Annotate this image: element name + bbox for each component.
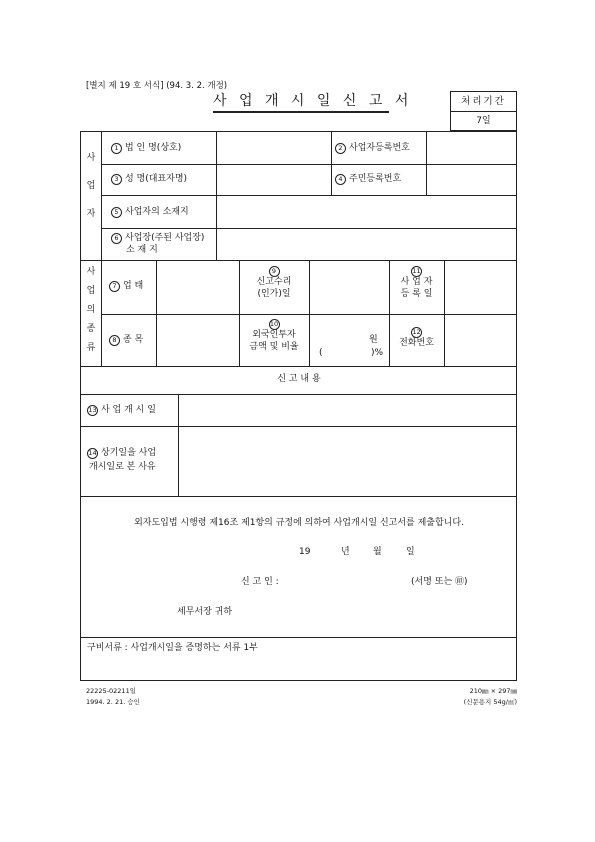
investment-won-unit: 원 [369,335,378,345]
processing-period-box [450,91,517,131]
field-11-label: 11 사 업 자 등 록 일 [400,267,433,299]
date-year-prefix: 19 [299,547,311,557]
addressee: 세무서장 귀하 [177,607,233,617]
field-12-label: 12 전화번호 [399,328,434,349]
footer-paper-type: (신문용지 54g/㎡) [463,698,517,706]
field-5-label: 5 사업자의 소재지 [111,207,189,218]
signature-or-seal-note: (서명 또는 ㊞) [411,577,468,587]
field-10-label: 10 외국인투자 금액 및 비율 [249,320,299,352]
field-2-label: 2 사업자등록번호 [335,143,410,154]
form-title: 사 업 개 시 일 신 고 서 [213,90,389,113]
field-3-label: 3 성 명(대표자명) [111,174,187,185]
declaration-text: 외자도입법 시행령 제16조 제1항의 규정에 의하여 사업개시일 신고서를 제출합니다. [134,518,464,528]
field-6-label-line2: 소 재 지 [126,245,158,255]
business-kind-side-label: 사 업 의 종 류 [86,267,96,353]
date-year-unit: 년 [341,547,350,557]
report-form-table [80,131,517,681]
field-4-label: 4 주민등록번호 [335,174,401,185]
business-side-label: 사 업 자 [86,153,96,219]
field-8-label: 8 종 목 [109,335,143,346]
field-9-label: 9 신고수리 (인가)일 [256,267,292,299]
field-7-label: 7 업 태 [109,281,143,292]
field-6-label: 6 사업장(주된 사업장) [111,233,204,244]
form-number-note: [별지 제 19 호 서식] (94. 3. 2. 개정) [86,81,228,91]
footer-form-code: 22225-02211일 [86,687,136,695]
required-documents: 구비서류 : 사업개시일을 증명하는 서류 1부 [87,643,258,653]
field-14-label: 14 상기일을 사업 [88,448,157,458]
footer-approval-date: 1994. 2. 21. 승인 [86,698,140,706]
report-content-header: 신 고 내 용 [277,374,321,384]
date-month-unit: 월 [373,547,382,557]
processing-period-value: 7일 [476,116,491,126]
reporter-label: 신 고 인 : [241,577,279,587]
investment-pct-close: )% [371,348,384,358]
investment-pct-open: ( [319,348,323,358]
field-1-label: 1 법 인 명(상호) [111,143,181,154]
processing-period-label: 처리기간 [451,92,516,112]
field-13-label: 13 사 업 개 시 일 [88,405,156,415]
footer-paper-size: 210㎜ × 297㎜ [469,687,517,695]
field-14-label-line2: 개시일로 본 사유 [89,462,156,472]
date-day-unit: 일 [406,547,415,557]
